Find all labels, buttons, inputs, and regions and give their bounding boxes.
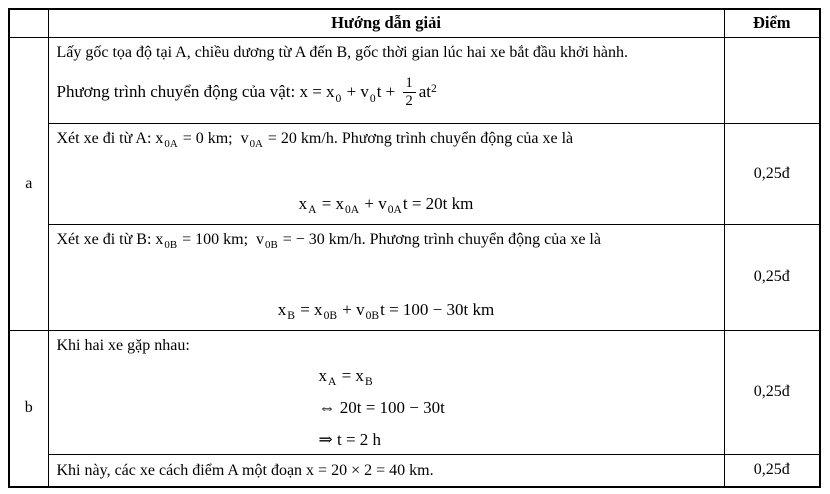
equation-car-a: $x_A = x_{0A} + v_{0A}t = 20t$ km bbox=[298, 193, 474, 217]
solution-text-meeting: Khi hai xe gặp nhau: bbox=[56, 336, 190, 354]
solution-cell-a2 bbox=[48, 123, 724, 224]
points-cell-b1: 0,25đ bbox=[724, 330, 820, 454]
table-row-b2 bbox=[9, 454, 820, 487]
answer-key-table bbox=[8, 8, 821, 488]
solution-cell-b1 bbox=[48, 330, 724, 454]
motion-equation-general: Phương trình chuyển động của vật: $x = x_0 + v_0t$ + $\frac{1}{2}$ $at^2$ bbox=[56, 74, 437, 109]
header-cell-empty bbox=[9, 9, 48, 37]
solution-text-car-a: Xét xe đi từ A: $x_{0A} = 0$ km; $v_{0A} = 20$ km/h. Phương trình chuyển động của xe là bbox=[56, 129, 574, 151]
table-row-a1 bbox=[9, 37, 820, 123]
points-cell-a1 bbox=[724, 37, 820, 123]
header-cell-guide: Hướng dẫn giải bbox=[48, 9, 724, 37]
table-row-b1 bbox=[9, 330, 820, 454]
table-row-a2 bbox=[9, 123, 820, 224]
equation-meeting-1: $x_A = x_B$ bbox=[318, 365, 373, 389]
solution-text-car-b: Xét xe đi từ B: $x_{0B} = 100$ km; $v_{0B}$ = − 30 km/h. Phương trình chuyển động của xe là bbox=[56, 230, 601, 252]
equation-meeting-2: ⇔ 20t = 100 − 30t bbox=[318, 397, 445, 417]
section-label-a: a bbox=[9, 37, 48, 330]
points-cell-a3: 0,25đ bbox=[724, 224, 820, 330]
solution-cell-a1 bbox=[48, 37, 724, 123]
solution-text-distance: Khi này, các xe cách điểm A một đoạn x = 20 × 2 = 40 km. bbox=[56, 461, 434, 479]
section-label-b: b bbox=[9, 330, 48, 487]
solution-cell-b2 bbox=[48, 454, 724, 487]
header-row bbox=[9, 9, 820, 37]
points-cell-b2: 0,25đ bbox=[724, 454, 820, 487]
table-row-a3 bbox=[9, 224, 820, 330]
header-cell-points: Điểm bbox=[724, 9, 820, 37]
equation-car-b: $x_B = x_{0B} + v_{0B}t = 100 - 30t$ km bbox=[277, 299, 495, 323]
equation-meeting-3: ⇒ t = 2 h bbox=[318, 429, 382, 449]
points-cell-a2: 0,25đ bbox=[724, 123, 820, 224]
solution-cell-a3 bbox=[48, 224, 724, 330]
solution-text-origin: Lấy gốc tọa độ tại A, chiều dương từ A đến B, gốc thời gian lúc hai xe bắt đầu khởi hành. bbox=[56, 43, 628, 61]
